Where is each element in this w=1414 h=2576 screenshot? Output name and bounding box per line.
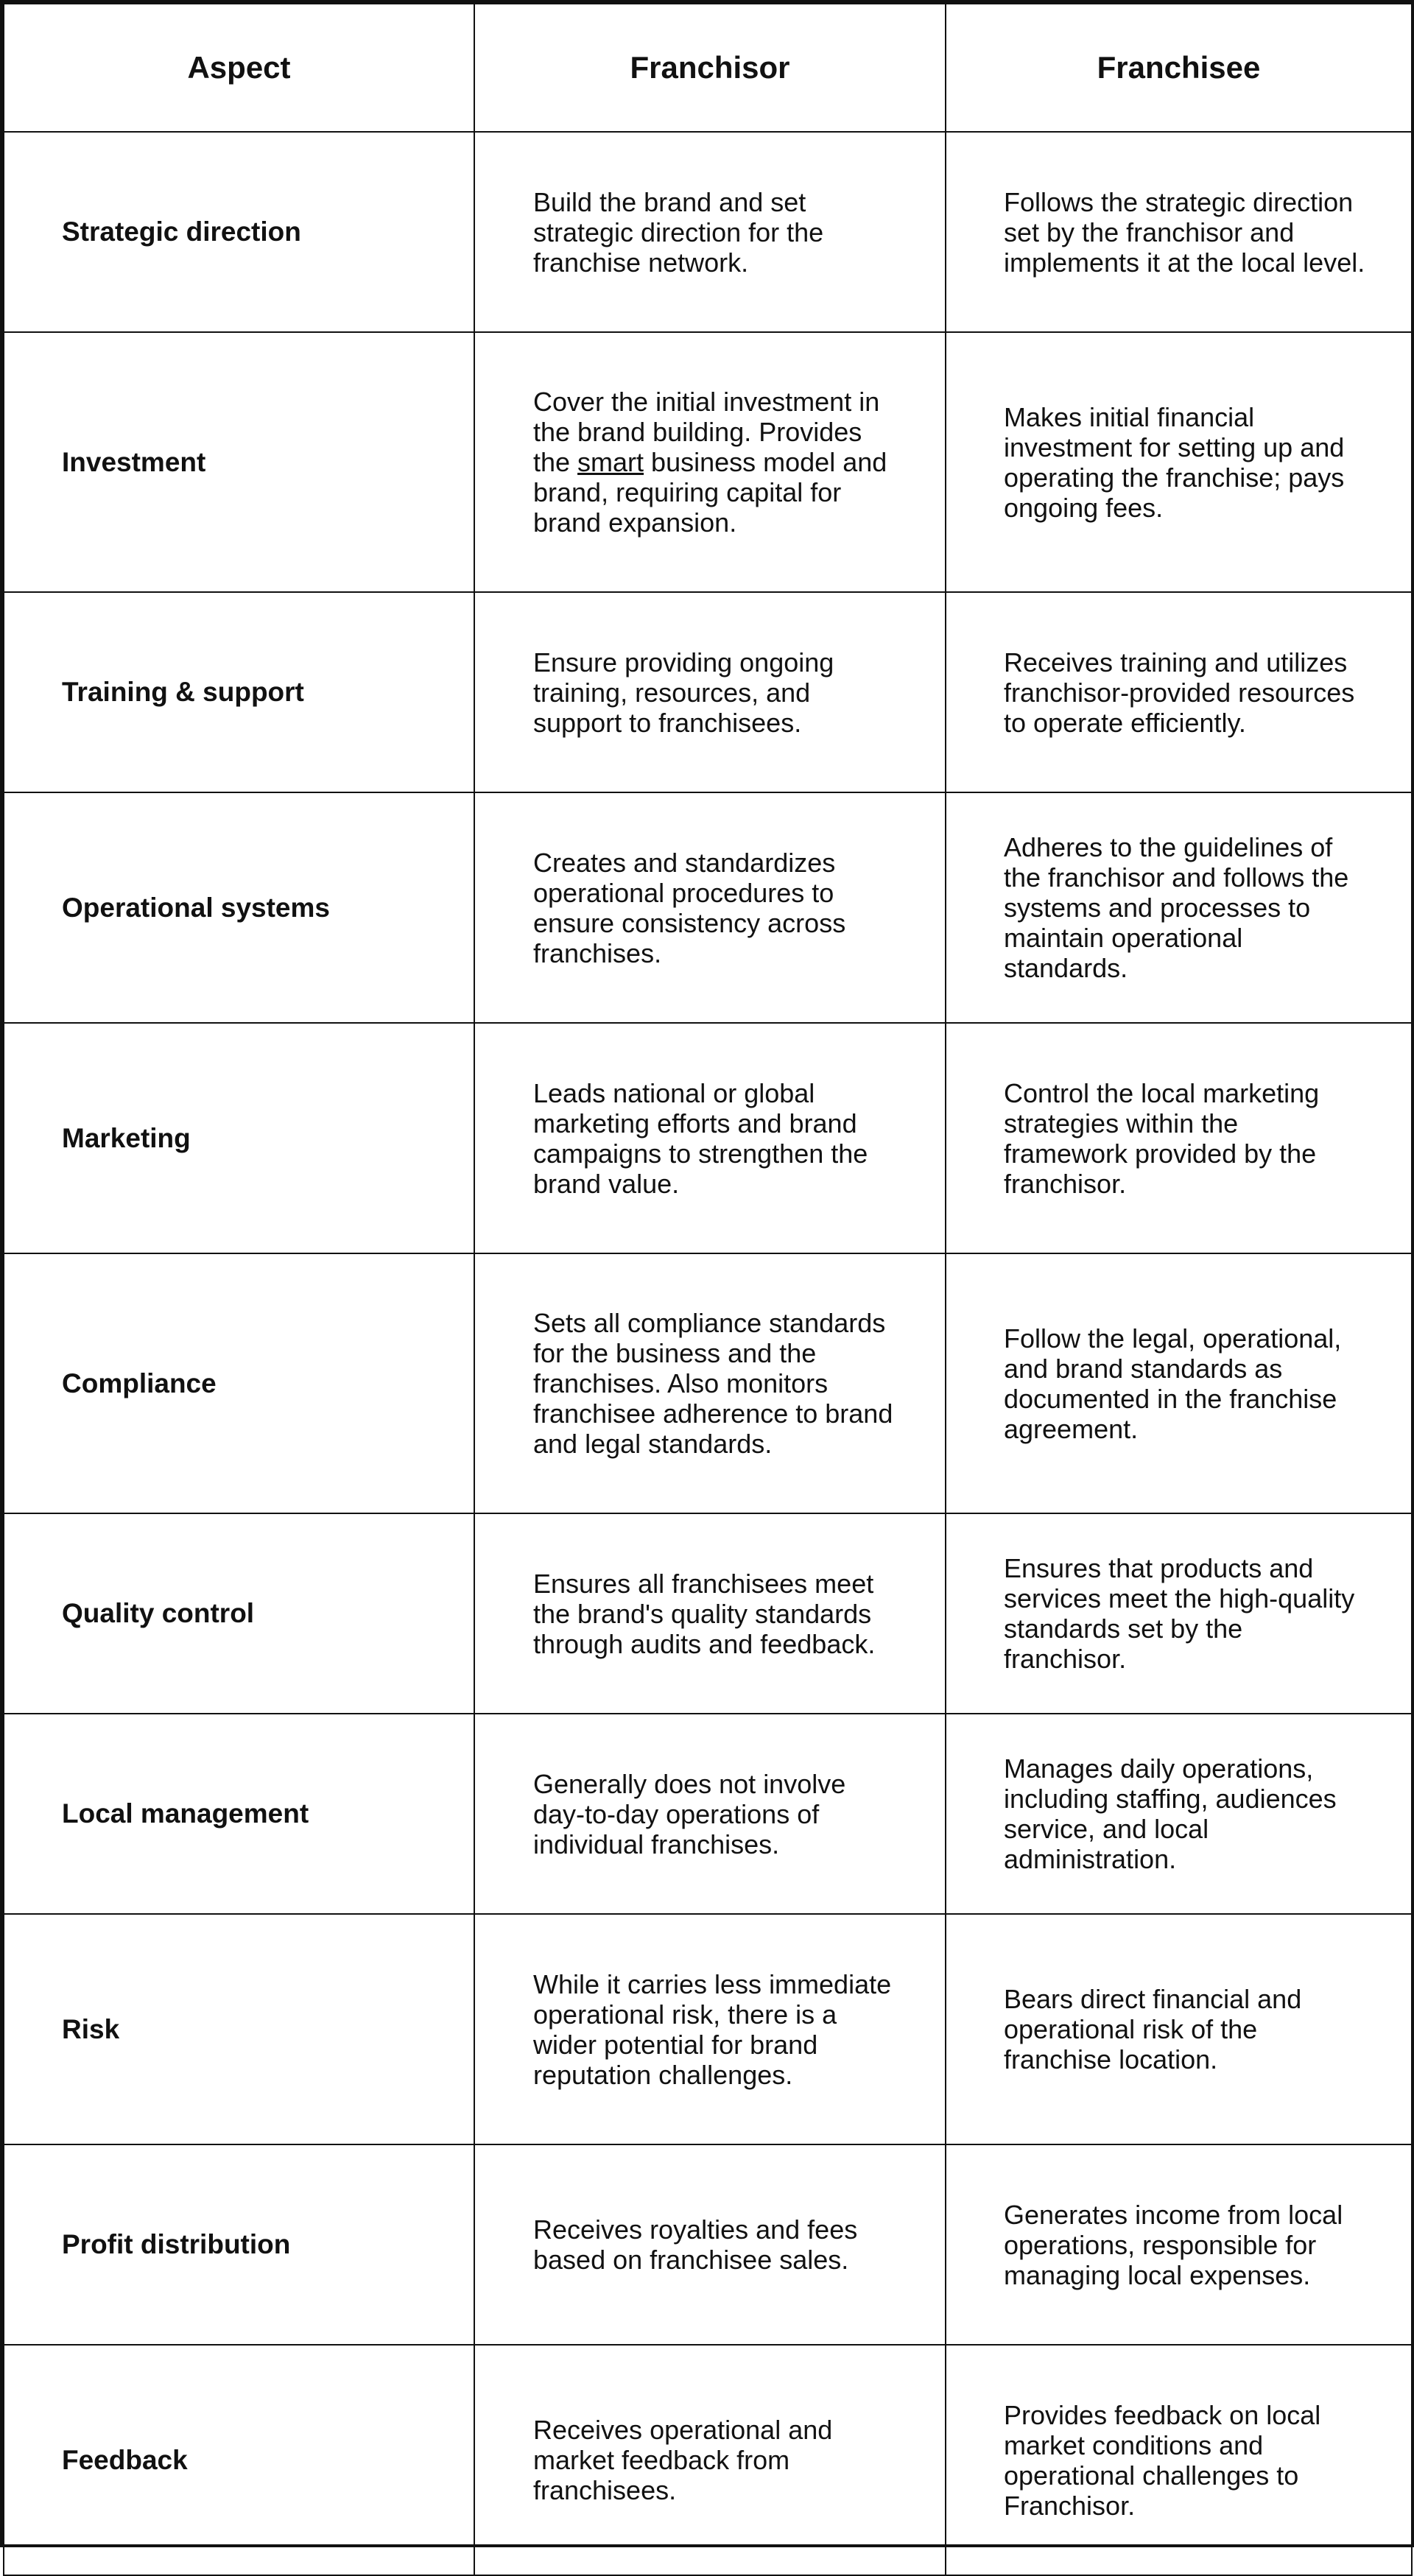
table-row [4, 1914, 1412, 2144]
table-row [4, 1023, 1412, 1253]
aspect-cell: Marketing [4, 1023, 474, 1253]
franchisor-cell: Receives operational and market feedback from franchisees. [474, 2345, 946, 2575]
franchisor-franchisee-comparison-table [3, 3, 1413, 2576]
franchisor-cell: While it carries less immediate operational risk, there is a wider potential for brand reputation challenges. [474, 1914, 946, 2144]
franchisor-cell [474, 332, 946, 592]
franchisor-cell: Generally does not involve day-to-day operations of individual franchises. [474, 1714, 946, 1914]
aspect-cell: Quality control [4, 1513, 474, 1714]
franchisee-cell: Bears direct financial and operational risk of the franchise location. [946, 1914, 1412, 2144]
table-row [4, 2144, 1412, 2345]
franchisee-cell: Receives training and utilizes franchisor-provided resources to operate efficiently. [946, 592, 1412, 792]
aspect-cell: Profit distribution [4, 2144, 474, 2345]
franchisee-cell: Follows the strategic direction set by the franchisor and implements it at the local level. [946, 132, 1412, 332]
aspect-cell: Training & support [4, 592, 474, 792]
aspect-cell: Feedback [4, 2345, 474, 2575]
table-row [4, 592, 1412, 792]
franchisee-cell: Makes initial financial investment for setting up and operating the franchise; pays ongoing fees. [946, 332, 1412, 592]
franchisor-cell: Ensure providing ongoing training, resources, and support to franchisees. [474, 592, 946, 792]
franchisee-cell: Manages daily operations, including staffing, audiences service, and local administration. [946, 1714, 1412, 1914]
franchisee-cell: Provides feedback on local market conditions and operational challenges to Franchisor. [946, 2345, 1412, 2575]
franchisor-cell: Receives royalties and fees based on franchisee sales. [474, 2144, 946, 2345]
franchisor-cell: Sets all compliance standards for the business and the franchises. Also monitors franchisee adherence to brand and legal standards. [474, 1253, 946, 1513]
aspect-cell: Investment [4, 332, 474, 592]
header-franchisee: Franchisee [946, 4, 1412, 132]
franchisee-cell: Control the local marketing strategies within the framework provided by the franchisor. [946, 1023, 1412, 1253]
table-row [4, 1253, 1412, 1513]
franchisee-cell: Ensures that products and services meet the high-quality standards set by the franchisor. [946, 1513, 1412, 1714]
table-row [4, 792, 1412, 1023]
aspect-cell: Compliance [4, 1253, 474, 1513]
table-row [4, 132, 1412, 332]
aspect-cell: Operational systems [4, 792, 474, 1023]
aspect-cell: Local management [4, 1714, 474, 1914]
franchisor-text-after: business model and brand, requiring capital for brand expansion. [533, 447, 887, 538]
table-row [4, 1513, 1412, 1714]
table-header-row [4, 4, 1412, 132]
franchisee-cell: Generates income from local operations, responsible for managing local expenses. [946, 2144, 1412, 2345]
franchisee-cell: Follow the legal, operational, and brand standards as documented in the franchise agreement. [946, 1253, 1412, 1513]
smart-link[interactable]: smart [577, 447, 644, 477]
table-row [4, 1714, 1412, 1914]
franchisee-cell: Adheres to the guidelines of the franchisor and follows the systems and processes to maintain operational standards. [946, 792, 1412, 1023]
header-aspect: Aspect [4, 4, 474, 132]
franchisor-text-before: Cover the initial investment in the brand building. Provides the [533, 387, 880, 477]
franchisor-cell: Leads national or global marketing efforts and brand campaigns to strengthen the brand value. [474, 1023, 946, 1253]
table-row [4, 2345, 1412, 2575]
aspect-cell: Strategic direction [4, 132, 474, 332]
franchisor-cell: Build the brand and set strategic direction for the franchise network. [474, 132, 946, 332]
aspect-cell: Risk [4, 1914, 474, 2144]
franchisor-cell: Creates and standardizes operational procedures to ensure consistency across franchises. [474, 792, 946, 1023]
franchisor-cell: Ensures all franchisees meet the brand's quality standards through audits and feedback. [474, 1513, 946, 1714]
table-row [4, 332, 1412, 592]
header-franchisor: Franchisor [474, 4, 946, 132]
